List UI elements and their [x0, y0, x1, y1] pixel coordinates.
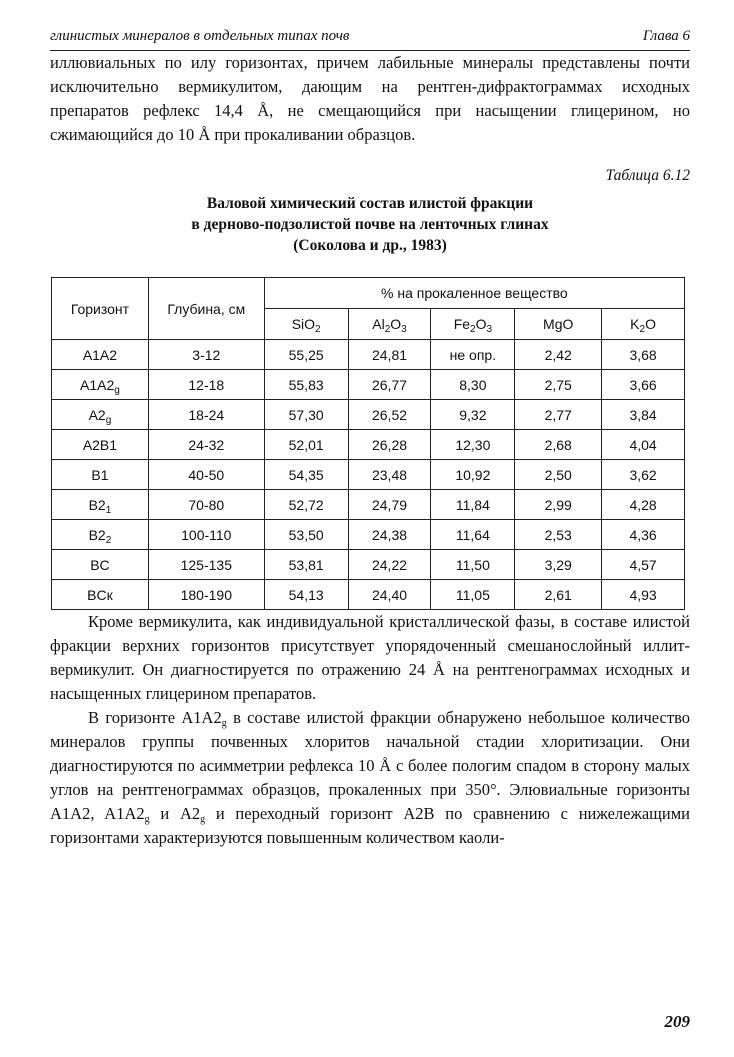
cell-sio2: 52,72 [264, 490, 348, 520]
cell-horizon: $A1A2_g$ [52, 370, 149, 400]
table-row [52, 490, 685, 520]
table-row [52, 400, 685, 430]
cell-depth: 70-80 [148, 490, 264, 520]
cell-fe2o3: 11,05 [431, 580, 515, 610]
cell-al2o3: 24,81 [348, 340, 431, 370]
cell-mgo: 2,42 [515, 340, 602, 370]
cell-mgo: 2,99 [515, 490, 602, 520]
table-row [52, 580, 685, 610]
cell-mgo: 3,29 [515, 550, 602, 580]
cell-k2o: 4,93 [602, 580, 685, 610]
cell-depth: 24-32 [148, 430, 264, 460]
cell-al2o3: 24,40 [348, 580, 431, 610]
cell-horizon: $B2_2$ [52, 520, 149, 550]
cell-fe2o3: не опр. [431, 340, 515, 370]
paragraph-1: Кроме вермикулита, как индивидуальной кристаллической фазы, в составе илистой фракции верхних горизонтов присутствует упорядоченный смешанослойный иллит-вермикулит. Он диагностируется по отражению 24 Å на рентгенограммах исходных и насыщенных глицерином препаратов. [50, 612, 690, 703]
cell-mgo: 2,50 [515, 460, 602, 490]
table-label: Таблица 6.12 [605, 167, 690, 184]
cell-fe2o3: 11,50 [431, 550, 515, 580]
book-page [50, 26, 690, 850]
cell-mgo: 2,77 [515, 400, 602, 430]
running-header [50, 26, 690, 51]
header-k2o: $K_2O$ [602, 309, 685, 340]
cell-al2o3: 23,48 [348, 460, 431, 490]
cell-horizon: B1 [52, 460, 149, 490]
table-row [52, 520, 685, 550]
table-row [52, 460, 685, 490]
chemical-composition-table [51, 277, 685, 610]
cell-horizon: $A2_g$ [52, 400, 149, 430]
cell-k2o: 3,62 [602, 460, 685, 490]
running-header-chapter: Глава 6 [642, 28, 690, 44]
cell-depth: 18-24 [148, 400, 264, 430]
cell-mgo: 2,75 [515, 370, 602, 400]
cell-mgo: 2,68 [515, 430, 602, 460]
table-title-line-3: (Соколова и др., 1983) [293, 237, 447, 254]
cell-fe2o3: 8,30 [431, 370, 515, 400]
cell-fe2o3: 11,84 [431, 490, 515, 520]
cell-fe2o3: 11,64 [431, 520, 515, 550]
cell-k2o: 3,66 [602, 370, 685, 400]
cell-sio2: 55,83 [264, 370, 348, 400]
cell-al2o3: 24,22 [348, 550, 431, 580]
header-horizon: Горизонт [52, 278, 149, 340]
header-depth: Глубина, см [148, 278, 264, 340]
cell-depth: 40-50 [148, 460, 264, 490]
cell-depth: 100-110 [148, 520, 264, 550]
header-sio2: SiO$_2$ [264, 309, 348, 340]
cell-al2o3: 26,28 [348, 430, 431, 460]
cell-depth: 12-18 [148, 370, 264, 400]
cell-k2o: 4,57 [602, 550, 685, 580]
header-fe2o3: $Fe_2O_3$ [431, 309, 515, 340]
header-al2o3: $Al_2O_3$ [348, 309, 431, 340]
cell-horizon: A2B1 [52, 430, 149, 460]
cell-mgo: 2,61 [515, 580, 602, 610]
cell-k2o: 4,28 [602, 490, 685, 520]
table-title [50, 193, 690, 256]
cell-sio2: 53,50 [264, 520, 348, 550]
cell-depth: 180-190 [148, 580, 264, 610]
cell-k2o: 3,84 [602, 400, 685, 430]
running-header-title: глинистых минералов в отдельных типах почв [50, 28, 350, 44]
cell-sio2: 54,35 [264, 460, 348, 490]
cell-depth: 125-135 [148, 550, 264, 580]
cell-k2o: 4,36 [602, 520, 685, 550]
cell-sio2: 52,01 [264, 430, 348, 460]
header-group: % на прокаленное вещество [264, 278, 684, 309]
cell-k2o: 3,68 [602, 340, 685, 370]
cell-al2o3: 26,52 [348, 400, 431, 430]
cell-horizon: BCк [52, 580, 149, 610]
cell-al2o3: 24,38 [348, 520, 431, 550]
table-row [52, 430, 685, 460]
cell-depth: 3-12 [148, 340, 264, 370]
cell-mgo: 2,53 [515, 520, 602, 550]
cell-fe2o3: 9,32 [431, 400, 515, 430]
paragraph-2: В горизонте $A1A2_g$ в составе илистой фракции обнаружено небольшое количество минералов группы почвенных хлоритов начальной стадии хлоритизации. Они диагностируются по асимметрии рефлекса 10 Å с более пологим спадом в сторону малых углов на рентгенограммах образцов, прокаленных при 350°. Элювиальные горизонты A1A2, $A1A2_g$ и $A2_g$ и переходный горизонт A2B по сравнению с нижележащими горизонтами характеризуются повышенным количеством каоли- [50, 708, 690, 847]
cell-al2o3: 24,79 [348, 490, 431, 520]
table-title-line-2: в дерново-подзолистой почве на ленточных глинах [191, 216, 549, 233]
table-title-line-1: Валовой химический состав илистой фракции [206, 195, 534, 212]
cell-sio2: 54,13 [264, 580, 348, 610]
table-row [52, 370, 685, 400]
cell-fe2o3: 12,30 [431, 430, 515, 460]
cell-al2o3: 26,77 [348, 370, 431, 400]
cell-horizon: $B2_1$ [52, 490, 149, 520]
cell-k2o: 4,04 [602, 430, 685, 460]
cell-fe2o3: 10,92 [431, 460, 515, 490]
intro-paragraph: иллювиальных по илу горизонтах, причем лабильные минералы представлены почти исключительно вермикулитом, дающим на рентген-дифрактограммах исходных препаратов рефлекс 14,4 Å, не смещающийся при насыщении глицерином, но сжимающийся до 10 Å при прокаливании образцов. [50, 53, 690, 144]
header-mgo: MgO [515, 309, 602, 340]
cell-sio2: 55,25 [264, 340, 348, 370]
table-row [52, 340, 685, 370]
cell-sio2: 53,81 [264, 550, 348, 580]
cell-horizon: A1A2 [52, 340, 149, 370]
cell-sio2: 57,30 [264, 400, 348, 430]
cell-horizon: BC [52, 550, 149, 580]
page-number: 209 [664, 1012, 690, 1031]
table-row [52, 550, 685, 580]
table-body [52, 340, 685, 610]
